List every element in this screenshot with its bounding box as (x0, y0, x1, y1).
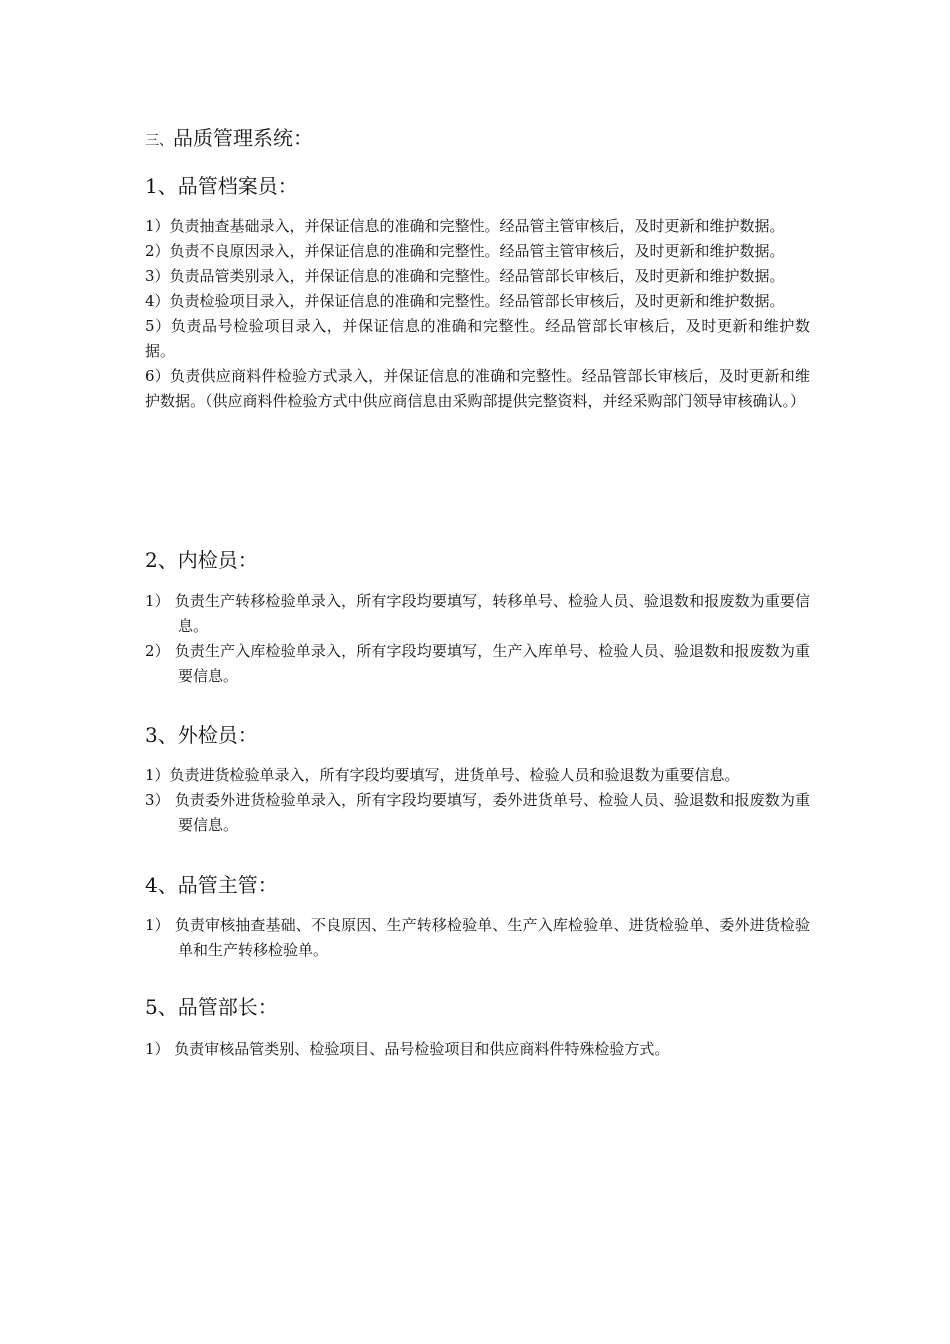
section-body-2 (145, 589, 810, 689)
list-item: 6）负责供应商料件检验方式录入，并保证信息的准确和完整性。经品管部长审核后，及时更新和维护数据。（供应商料件检验方式中供应商信息由采购部提供完整资料，并经采购部门领导审核确认。） (145, 367, 810, 410)
list-item: 1）负责进货检验单录入，所有字段均要填写，进货单号、检验人员和验退数为重要信息。 (145, 766, 740, 784)
list-item: 1） 负责审核抽查基础、不良原因、生产转移检验单、生产入库检验单、进货检验单、委外进货检验单和生产转移检验单。 (145, 916, 810, 959)
list-item: 3） 负责委外进货检验单录入，所有字段均要填写，委外进货单号、检验人员、验退数和报废数为重要信息。 (145, 791, 810, 834)
title-text: 品质管理系统： (173, 126, 313, 150)
section-heading-2: 2、内检员： (145, 548, 258, 572)
list-item: 2）负责不良原因录入，并保证信息的准确和完整性。经品管主管审核后，及时更新和维护数据。 (145, 242, 785, 260)
list-item: 4）负责检验项目录入，并保证信息的准确和完整性。经品管部长审核后，及时更新和维护数据。 (145, 292, 785, 310)
section-heading-3: 3、外检员： (145, 723, 258, 747)
section-heading-1: 1、品管档案员： (145, 174, 298, 198)
section-body-5 (145, 1037, 810, 1062)
section-heading-4: 4、品管主管： (145, 873, 278, 897)
list-item: 1） 负责审核品管类别、检验项目、品号检验项目和供应商料件特殊检验方式。 (145, 1040, 670, 1058)
list-item: 1）负责抽查基础录入，并保证信息的准确和完整性。经品管主管审核后，及时更新和维护数据。 (145, 217, 785, 235)
list-item: 2） 负责生产入库检验单录入，所有字段均要填写，生产入库单号、检验人员、验退数和报废数为重要信息。 (145, 642, 810, 685)
list-item: 1） 负责生产转移检验单录入，所有字段均要填写，转移单号、检验人员、验退数和报废数为重要信息。 (145, 592, 810, 635)
list-item: 5）负责品号检验项目录入，并保证信息的准确和完整性。经品管部长审核后，及时更新和维护数据。 (145, 317, 810, 360)
title-number: 三、 (145, 133, 173, 149)
page-title (145, 124, 313, 155)
section-body-4 (145, 913, 810, 963)
section-body-3 (145, 763, 810, 838)
list-item: 3）负责品管类别录入，并保证信息的准确和完整性。经品管部长审核后，及时更新和维护数据。 (145, 267, 785, 285)
section-heading-5: 5、品管部长： (145, 995, 278, 1019)
section-body-1 (145, 214, 810, 414)
